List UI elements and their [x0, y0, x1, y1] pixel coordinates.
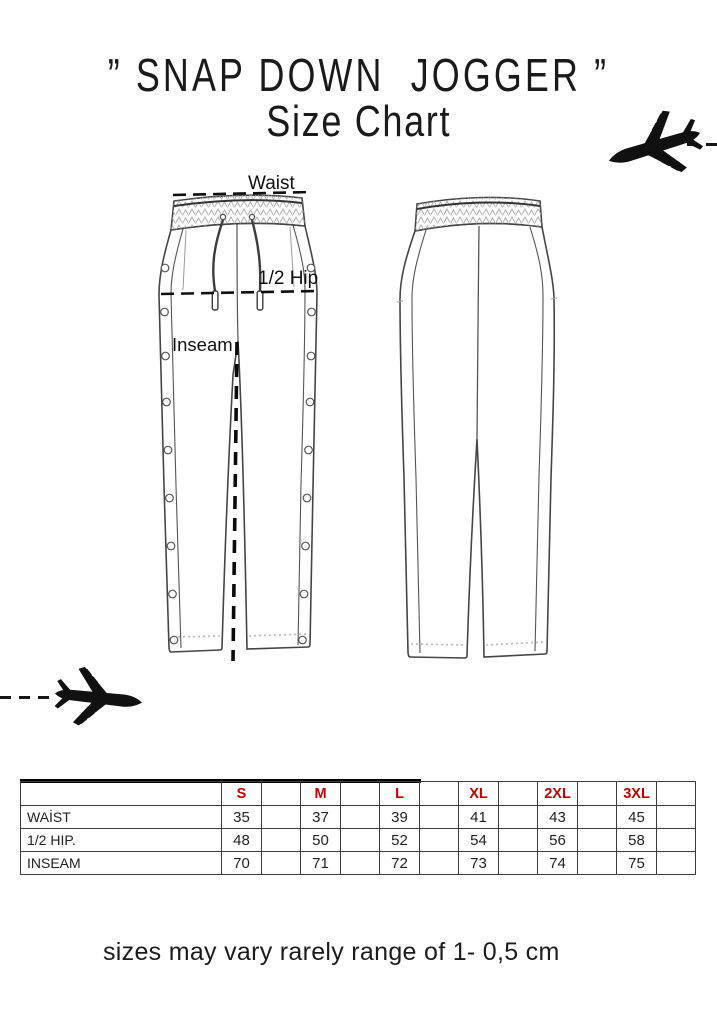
- spacer-cell: [420, 782, 459, 806]
- spacer-cell: [262, 829, 301, 852]
- page-title-text: ” SNAP DOWN JOGGER ”: [107, 49, 610, 101]
- spacer-cell: [341, 782, 380, 806]
- measurement-row-inseam: [21, 852, 696, 875]
- measurement-value: 75: [617, 852, 657, 875]
- drawstring-eyelet: [249, 214, 254, 219]
- page-title: [0, 48, 717, 102]
- spacer-cell: [499, 806, 538, 829]
- measurement-value: 54: [459, 829, 499, 852]
- spacer-cell: [578, 806, 617, 829]
- measurement-row-hip: [21, 829, 696, 852]
- spacer-cell: [262, 782, 301, 806]
- measurement-value: 45: [617, 806, 657, 829]
- spacer-cell: [499, 782, 538, 806]
- size-tolerance-note: sizes may vary rarely range of 1- 0,5 cm: [103, 938, 560, 966]
- measurement-value: 43: [538, 806, 578, 829]
- spacer-cell: [578, 829, 617, 852]
- back-pants-outline: [400, 224, 554, 658]
- snap-button: [163, 398, 171, 406]
- size-column-header: 2XL: [538, 782, 578, 806]
- snap-button: [161, 264, 169, 272]
- measurement-value: 71: [301, 852, 341, 875]
- size-table: [20, 781, 696, 875]
- measurement-value: 37: [301, 806, 341, 829]
- spacer-cell: [262, 852, 301, 875]
- spacer-cell: [420, 806, 459, 829]
- inseam-measure-line: [233, 342, 237, 661]
- size-column-header: L: [380, 782, 420, 806]
- drawstring-eyelet: [220, 214, 225, 219]
- measurement-value: 39: [380, 806, 420, 829]
- snap-button: [169, 590, 177, 598]
- spacer-cell: [341, 806, 380, 829]
- snap-button: [307, 352, 315, 360]
- measurement-value: 56: [538, 829, 578, 852]
- measurement-value: 58: [617, 829, 657, 852]
- snap-button: [305, 446, 313, 454]
- size-column-header: S: [222, 782, 262, 806]
- waist-label: Waist: [248, 173, 295, 194]
- size-column-header: XL: [459, 782, 499, 806]
- page-subtitle-text: Size Chart: [266, 97, 451, 146]
- snap-button: [308, 308, 316, 316]
- hip-label: 1/2 Hip: [258, 268, 319, 289]
- measurement-value: 52: [380, 829, 420, 852]
- measurement-value: 50: [301, 829, 341, 852]
- spacer-cell: [657, 829, 696, 852]
- spacer-cell: [657, 806, 696, 829]
- drawstring-aglet: [257, 291, 263, 310]
- airplane-icon: [49, 654, 149, 741]
- snap-button: [299, 636, 307, 644]
- airplane-trail-dashes: [0, 696, 56, 699]
- snap-button: [303, 494, 311, 502]
- spacer-cell: [657, 782, 696, 806]
- spacer-cell: [420, 852, 459, 875]
- snap-button: [161, 308, 169, 316]
- inseam-label: Inseam: [172, 334, 233, 355]
- snap-button: [306, 398, 314, 406]
- row-label: 1/2 HIP.: [21, 829, 222, 852]
- back-pants-diagram: [392, 192, 558, 670]
- measurement-value: 48: [222, 829, 262, 852]
- spacer-cell: [578, 782, 617, 806]
- spacer-cell: [657, 852, 696, 875]
- measurement-value: 72: [380, 852, 420, 875]
- measurement-value: 74: [538, 852, 578, 875]
- snap-button: [302, 542, 310, 550]
- size-header-row: [21, 782, 696, 806]
- measurement-value: 41: [459, 806, 499, 829]
- measurement-row-waist: [21, 806, 696, 829]
- measurement-value: 73: [459, 852, 499, 875]
- row-label: WAİST: [21, 806, 222, 829]
- spacer-cell: [420, 829, 459, 852]
- spacer-cell: [578, 852, 617, 875]
- spacer-cell: [341, 852, 380, 875]
- measurement-value: 70: [222, 852, 262, 875]
- size-column-header: M: [301, 782, 341, 806]
- spacer-cell: [262, 806, 301, 829]
- snap-button: [164, 446, 172, 454]
- snap-button: [170, 636, 178, 644]
- snap-button: [162, 352, 170, 360]
- snap-button: [166, 494, 174, 502]
- measurement-value: 35: [222, 806, 262, 829]
- spacer-cell: [341, 829, 380, 852]
- size-column-header: 3XL: [617, 782, 657, 806]
- front-pants-diagram: [150, 160, 330, 670]
- corner-cell: [21, 782, 222, 806]
- snap-button: [167, 542, 175, 550]
- row-label: INSEAM: [21, 852, 222, 875]
- spacer-cell: [499, 852, 538, 875]
- spacer-cell: [499, 829, 538, 852]
- snap-button: [300, 590, 308, 598]
